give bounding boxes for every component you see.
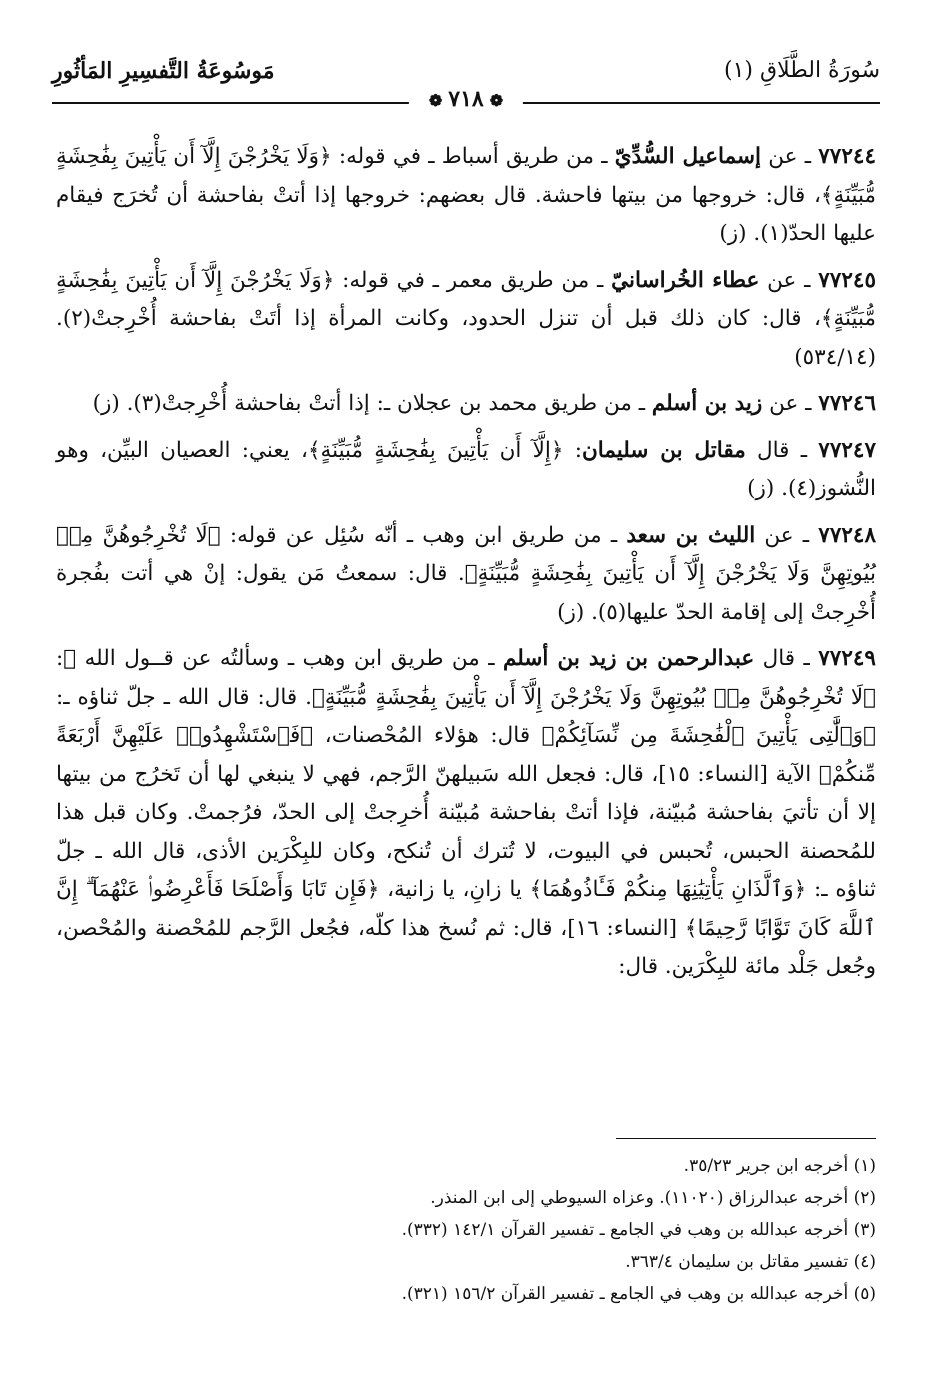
- footnote: (٢) أخرجه عبدالرزاق (١١٠٢٠). وعزاه السيوطي إلى ابن المنذر.: [430, 1188, 876, 1208]
- encyclopedia-title: مَوسُوعَةُ التَّفسِيرِ المَأثُورِ: [52, 58, 275, 84]
- narration-text: ـ من طريق ابن وهب ـ أنّه سُئِل عن قوله: ﴿لَا تُخْرِجُوهُنَّ مِنۢ بُيُوتِهِنَّ وَلَا يَخْرُجْنَ إِلَّآ أَن يَأْتِينَ بِفَٰحِشَةٍ مُّبَيِّنَةٍ﴾. قال: سمعتُ مَن يقول: إنْ هي أتت بفُجرة أُخْرِجتْ إلى إقامة الحدّ عليها(٥). (ز): [56, 522, 876, 625]
- footnote-separator: [616, 1138, 876, 1139]
- footnote: (٥) أخرجه عبدالله بن وهب في الجامع ـ تفسير القرآن ١٥٦/٢ (٣٢١).: [401, 1284, 876, 1304]
- ornament-icon: ❁: [428, 91, 443, 110]
- narrator-name: عبدالرحمن بن زيد بن أسلم: [502, 646, 755, 671]
- narrator-name: زيد بن أسلم: [651, 391, 763, 416]
- narration-paragraph: [56, 432, 876, 509]
- narration-paragraph: [56, 640, 876, 987]
- narration-paragraph: [56, 517, 876, 633]
- narrator-name: مقاتل بن سليمان: [581, 437, 746, 463]
- narration-paragraph: [56, 385, 876, 424]
- narration-intro: ـ عن: [759, 267, 819, 293]
- narration-number: ٧٧٢٤٤: [818, 144, 876, 169]
- narration-paragraph: [56, 262, 876, 378]
- footnotes: [56, 1150, 876, 1310]
- narration-number: ٧٧٢٤٩: [818, 646, 876, 671]
- narration-intro: ـ قال: [754, 646, 819, 671]
- narration-number: ٧٧٢٤٨: [818, 522, 877, 548]
- narration-number: ٧٧٢٤٥: [818, 267, 876, 293]
- narration-intro: ـ عن: [762, 391, 819, 416]
- footnote: (١) أخرجه ابن جرير ٣٥/٢٣.: [683, 1156, 876, 1176]
- narration-text: ـ من طريق معمر ـ في قوله: ﴿وَلَا يَخْرُجْنَ إِلَّآ أَن يَأْتِينَ بِفَٰحِشَةٍ مُّبَيِّنَةٍ﴾، قال: كان ذلك قبل أن تنزل الحدود، وكانت المرأة إذا أتَتْ بفاحشة أُخْرِجتْ(٢). (٥٣٤/١٤): [56, 267, 876, 370]
- narration-intro: ـ عن: [755, 522, 819, 548]
- page-number: ٧١٨: [448, 86, 484, 112]
- narration-intro: ـ عن: [761, 144, 819, 169]
- narration-paragraph: [56, 138, 876, 254]
- page-body: [56, 138, 876, 995]
- footnote: (٤) تفسير مقاتل بن سليمان ٣٦٣/٤.: [625, 1252, 876, 1272]
- ornament-icon: ❁: [489, 91, 504, 110]
- narrator-name: عطاء الخُراسانيّ: [611, 267, 760, 293]
- surah-title: سُورَةُ الطَّلَاقِ (١): [724, 58, 880, 83]
- narrator-name: الليث بن سعد: [626, 522, 756, 548]
- narration-number: ٧٧٢٤٦: [818, 391, 876, 416]
- narration-text: ـ من طريق ابن وهب ـ وسألتُه عن قــول الله ﷻ: ﴿لَا تُخْرِجُوهُنَّ مِنۢ بُيُوتِهِنَّ وَلَا يَخْرُجْنَ إِلَّآ أَن يَأْتِينَ بِفَٰحِشَةٍ مُّبَيِّنَةٍ﴾. قال: قال الله ـ جلّ ثناؤه ـ: ﴿وَٱلَّٰتِى يَأْتِينَ ٱلْفَٰحِشَةَ مِن نِّسَآئِكُمْ﴾ قال: هؤلاء المُحْصنات، ﴿فَٱسْتَشْهِدُوا۟ عَلَيْهِنَّ أَرْبَعَةً مِّنكُمْ﴾ الآية [النساء: ١٥]، قال: فجعل الله سَبيلهنّ الرَّجم، فهي لا ينبغي لها أن تَخرُج من بيتها إلا أن تأتيَ بفاحشة مُبيّنة، فإذا أتتْ بفاحشة مُبيّنة أُخرِجتْ إلى الحدّ، فرُجمتْ. وكان قبل هذا للمُحصنة الحبس، تُحبس في البيوت، لا تُترك أن تُنكح، وكان للبِكْرَين الأذى، قال الله ـ جلّ ثناؤه ـ: ﴿وَٱلَّذَانِ يَأْتِيَٰنِهَا مِنكُمْ فَـَٔاذُوهُمَا﴾ يا زانِ، يا زانية، ﴿فَإِن تَابَا وَأَصْلَحَا فَأَعْرِضُوا۟ عَنْهُمَآ ۗ إِنَّ ٱللَّهَ كَانَ تَوَّابًا رَّحِيمًا﴾ [النساء: ١٦]، قال: ثم نُسخ هذا كلّه، فجُعل الرَّجم للمُحْصنة والمُحْصن، وجُعل جَلْد مائة للبِكْرَين. قال:: [56, 646, 876, 979]
- footnote: (٣) أخرجه عبدالله بن وهب في الجامع ـ تفسير القرآن ١٤٢/١ (٣٣٢).: [401, 1220, 876, 1240]
- narration-intro: ـ قال: [745, 437, 819, 463]
- narration-text: : ﴿إِلَّآ أَن يَأْتِينَ بِفَٰحِشَةٍ مُّبَيِّنَةٍ﴾، يعني: العصيان البيِّن، وهو النُّشوز(٤). (ز): [56, 437, 876, 501]
- narration-text: ـ من طريق أسباط ـ في قوله: ﴿وَلَا يَخْرُجْنَ إِلَّآ أَن يَأْتِينَ بِفَٰحِشَةٍ مُّبَيِّنَةٍ﴾، قال: خروجها من بيتها فاحشة. قال بعضهم: خروجها إذا أتتْ بفاحشة أن تُخرَج فيقام عليها الحدّ(١). (ز): [56, 144, 876, 246]
- narrator-name: إسماعيل السُّدِّيّ: [614, 144, 762, 169]
- narration-number: ٧٧٢٤٧: [818, 437, 877, 463]
- page-number-box: [409, 86, 523, 112]
- page-header: [52, 58, 880, 132]
- narration-text: ـ من طريق محمد بن عجلان ـ: إذا أتتْ بفاحشة أُخْرِجتْ(٣). (ز): [92, 391, 652, 416]
